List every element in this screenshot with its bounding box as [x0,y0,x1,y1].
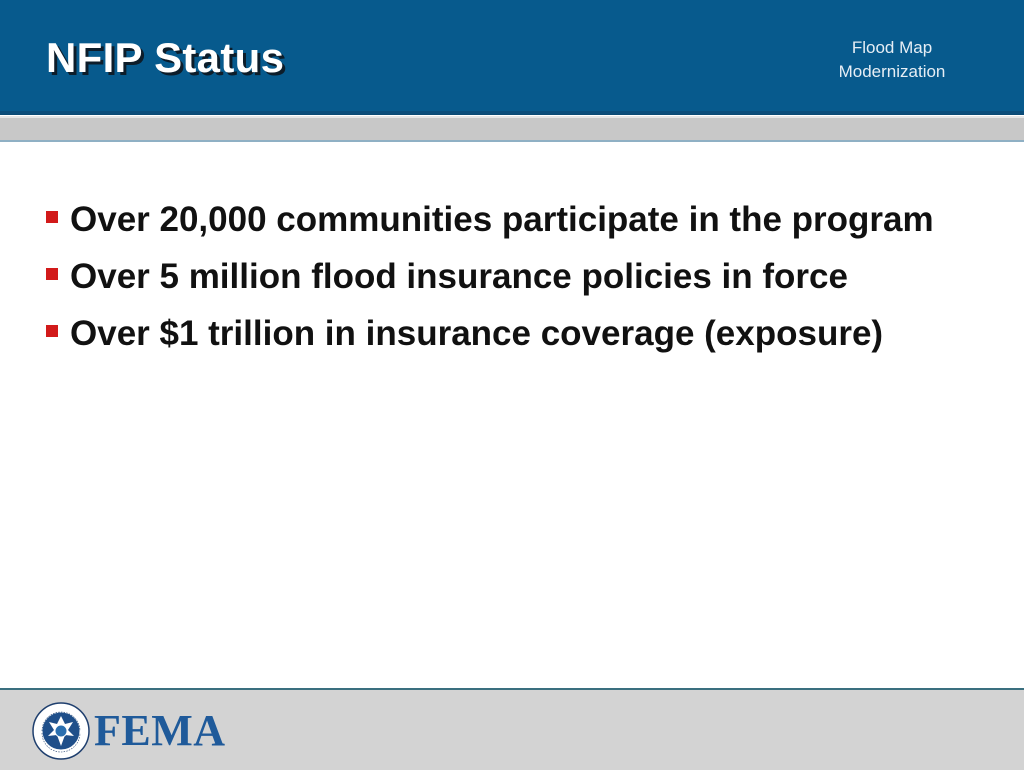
subtitle-line-1: Flood Map [851,38,933,57]
slide-header [0,0,1024,115]
slide-title: NFIP Status [46,34,285,81]
fema-logo-text: FEMA [94,706,226,755]
bullet-list [44,196,974,367]
bullet-text: Over $1 trillion in insurance coverage (exposure) [70,314,884,353]
header-subtitle [812,36,972,84]
bullet-text: Over 5 million flood insurance policies in force [70,257,848,296]
bullet-item [44,253,974,300]
header-divider-line [0,140,1024,142]
square-bullet-icon [46,211,58,223]
subtitle-line-2: Modernization [838,62,946,81]
bullet-text: Over 20,000 communities participate in the program [70,200,934,239]
square-bullet-icon [46,268,58,280]
bullet-item [44,196,974,243]
slide-footer [0,688,1024,770]
square-bullet-icon [46,325,58,337]
bullet-item [44,310,974,357]
dhs-seal-icon [32,702,90,760]
header-gray-band [0,116,1024,140]
